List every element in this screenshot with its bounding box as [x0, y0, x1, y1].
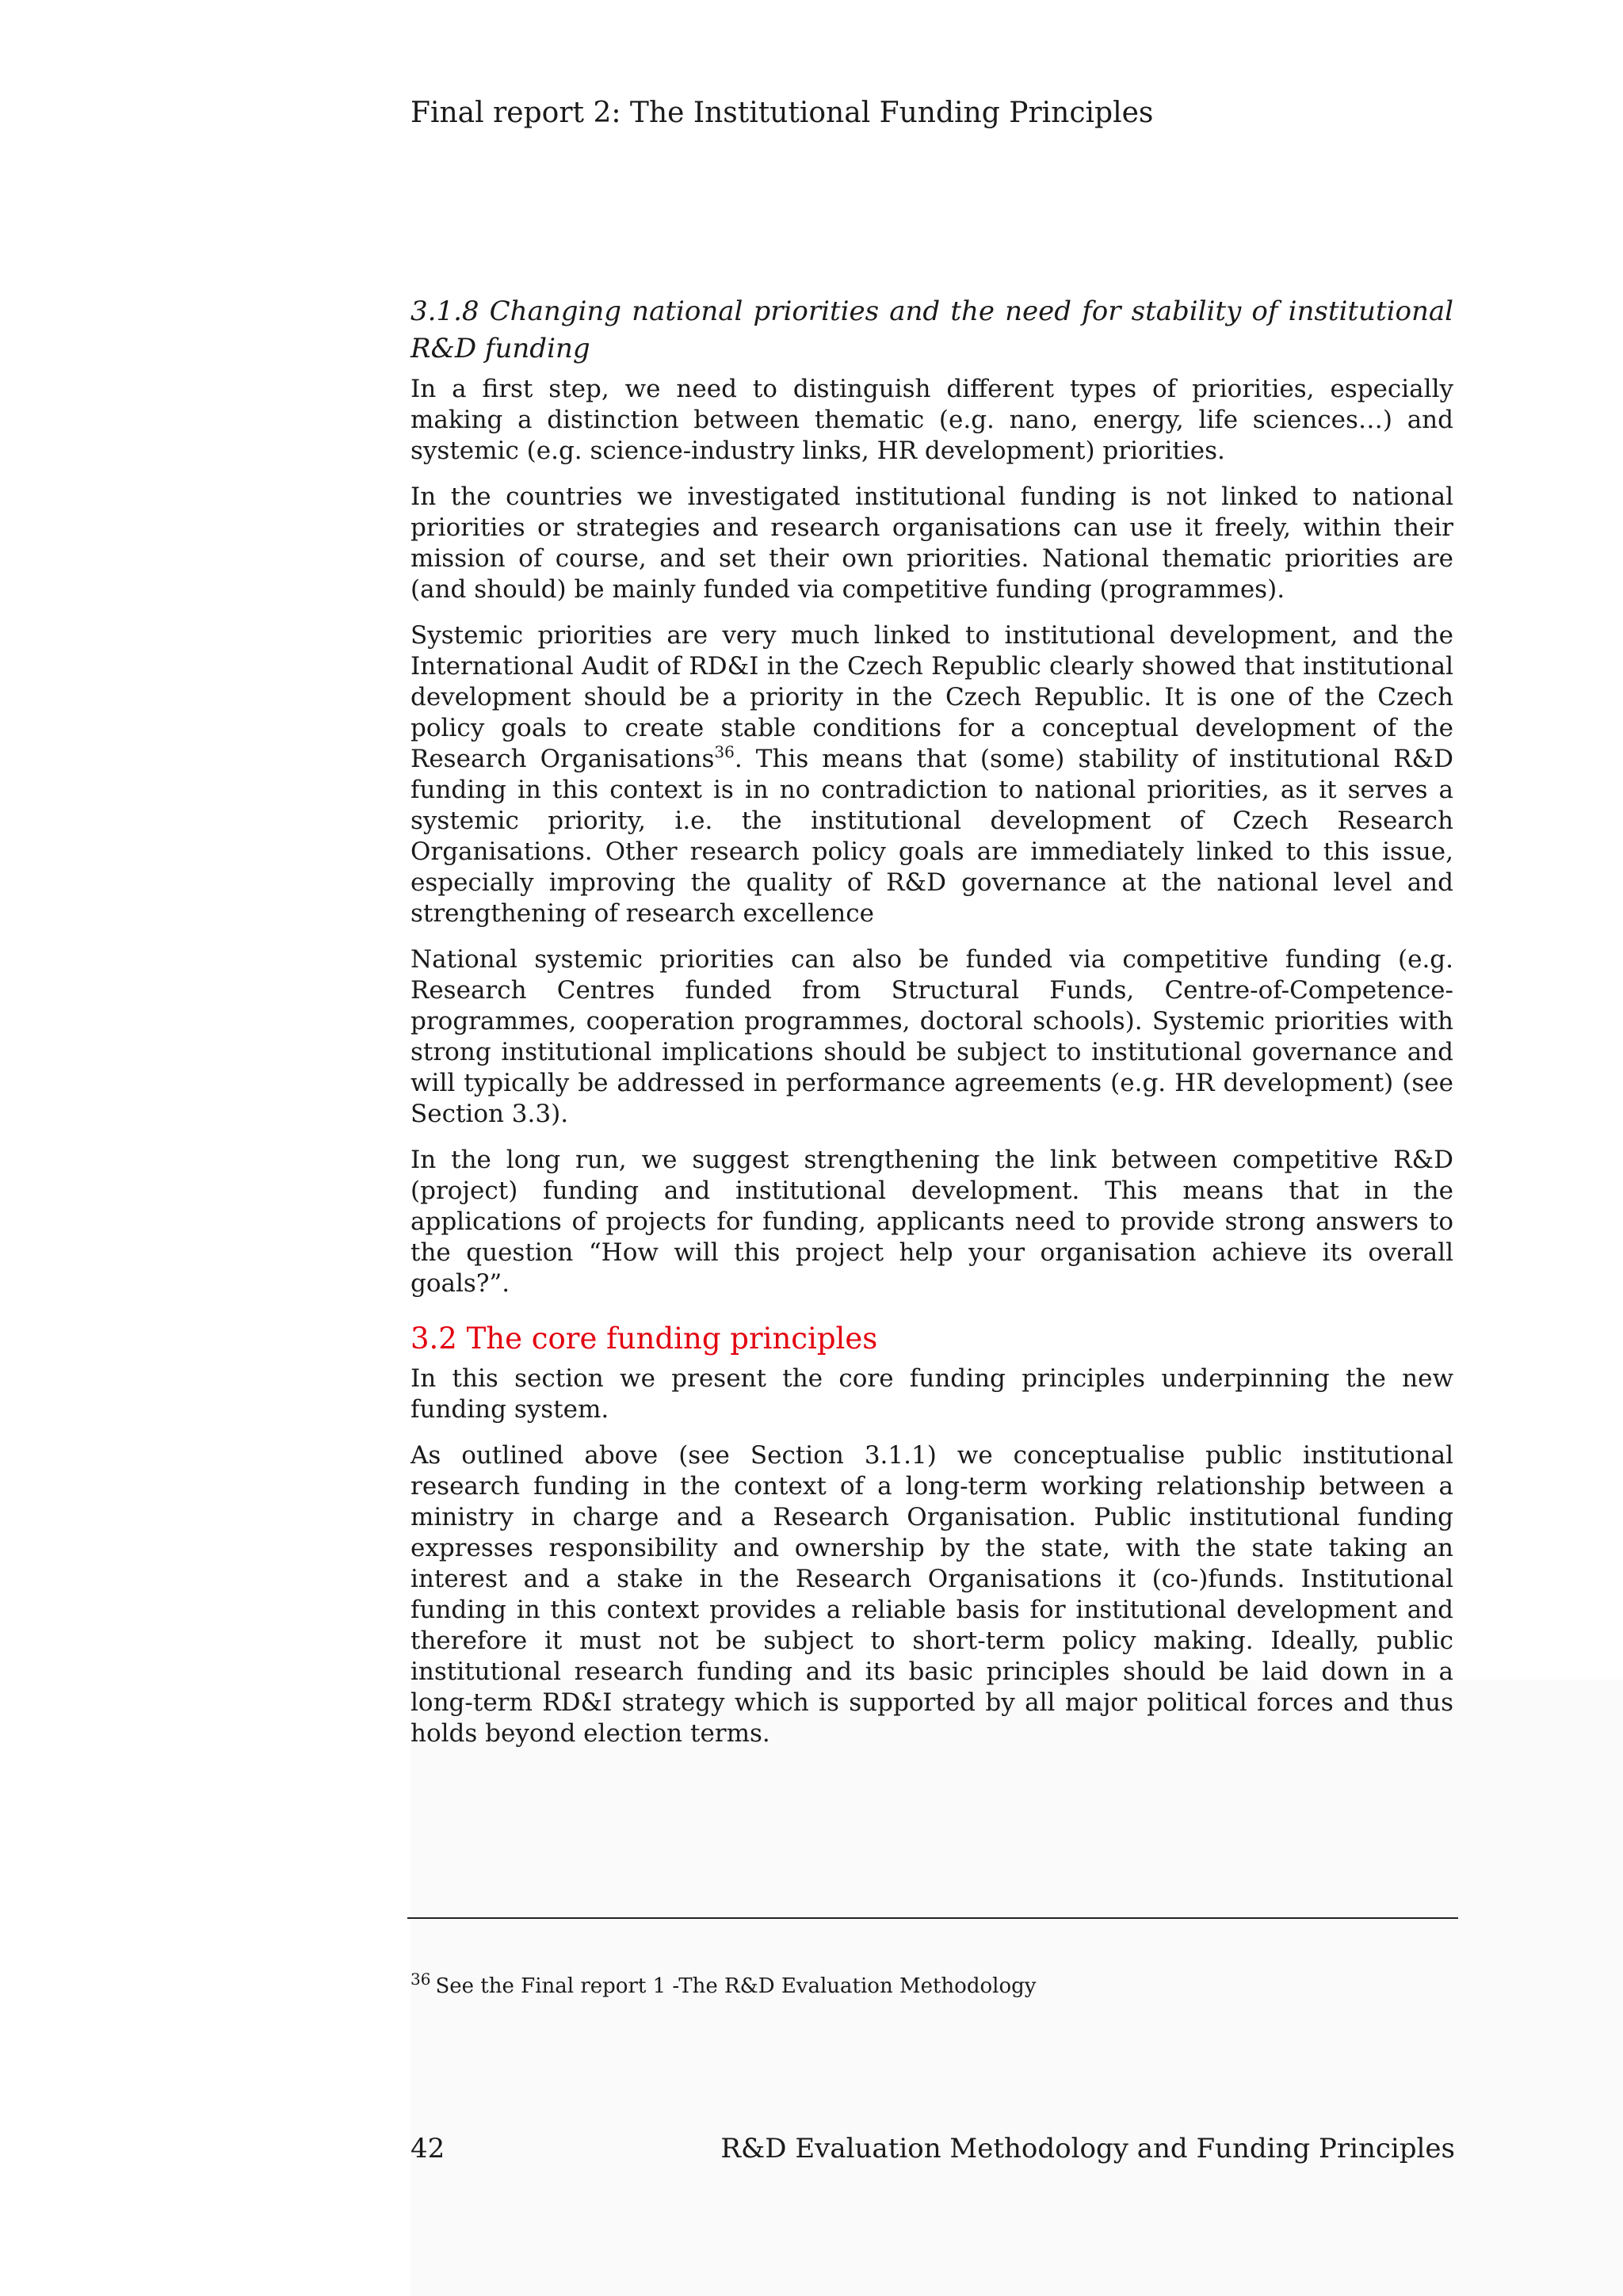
paragraph-long-run: In the long run, we suggest strengthening the link between competitive R&D (project) funding and institutional development. This means that in the applications of projects for funding, applicants need to provide strong answers to the question “How will this project help your organisation achieve its overall goals?”. — [411, 1146, 1453, 1298]
paragraph-competitive-funding: National systemic priorities can also be funded via competitive funding (e.g. Research Centres funded from Structural Funds, Centre-of-Competence-programmes, cooperation programmes, doctoral schools). Systemic priorities with strong institutional implications should be subject to institutional governance and will typically be addressed in performance agreements (e.g. HR development) (see Section 3.3). — [411, 945, 1453, 1128]
paragraph-text: . This means that (some) stability of institutional R&D funding in this context is in no contradiction to national priorities, as it serves a systemic priority, i.e. the institutional development of Czech Research Organisations. Other research policy goals are immediately linked to this issue, especially improving the quality of R&D governance at the national level and strengthening of research excellence — [411, 745, 1453, 928]
paragraph-text: Systemic priorities are very much linked to institutional development, and the International Audit of RD&I in the Czech Republic clearly showed that institutional development should be a priority in the Czech Republic. It is one of the Czech policy goals to create stable conditions for a conceptual development of the Research Organisations — [411, 621, 1453, 773]
paragraph-systemic-priorities — [411, 620, 1453, 929]
paragraph-section-intro: In this section we present the core funding principles underpinning the new funding system. — [411, 1364, 1453, 1424]
running-header: Final report 2: The Institutional Funding Principles — [411, 97, 1154, 129]
footnote-text: See the Final report 1 -The R&D Evaluation Methodology — [435, 1974, 1037, 1998]
paragraph-institutional-funding-freedom: In the countries we investigated institutional funding is not linked to national priorities or strategies and research organisations can use it freely, within their mission of course, and set their own priorities. National thematic priorities are (and should) be mainly funded via competitive funding (programmes). — [411, 482, 1453, 604]
subsection-heading: 3.1.8 Changing national priorities and the need for stability of institutional R&D funding — [411, 296, 1453, 364]
page-number: 42 — [411, 2133, 445, 2164]
section-heading: 3.2 The core funding principles — [411, 1322, 878, 1356]
footnote-divider — [407, 1917, 1458, 1919]
footnote-number: 36 — [411, 1970, 431, 1989]
running-footer: R&D Evaluation Methodology and Funding Principles — [720, 2133, 1455, 2164]
paragraph-priority-types: In a first step, we need to distinguish different types of priorities, especially making a distinction between thematic (e.g. nano, energy, life sciences…) and systemic (e.g. science-industry links, HR development) priorities. — [411, 375, 1453, 465]
main-content — [411, 293, 1453, 1764]
paragraph-conceptualisation: As outlined above (see Section 3.1.1) we conceptualise public institutional research funding in the context of a long-term working relationship between a ministry in charge and a Research Organisation. Public institutional funding expresses responsibility and ownership by the state, with the state taking an interest and a stake in the Research Organisations it (co-)funds. Institutional funding in this context provides a reliable basis for institutional development and therefore it must not be subject to short-term policy making. Ideally, public institutional research funding and its basic principles should be laid down in a long-term RD&I strategy which is supported by all major political forces and thus holds beyond election terms. — [411, 1441, 1453, 1748]
footnote-reference[interactable]: 36 — [714, 742, 735, 761]
footnote — [411, 1970, 1037, 2000]
